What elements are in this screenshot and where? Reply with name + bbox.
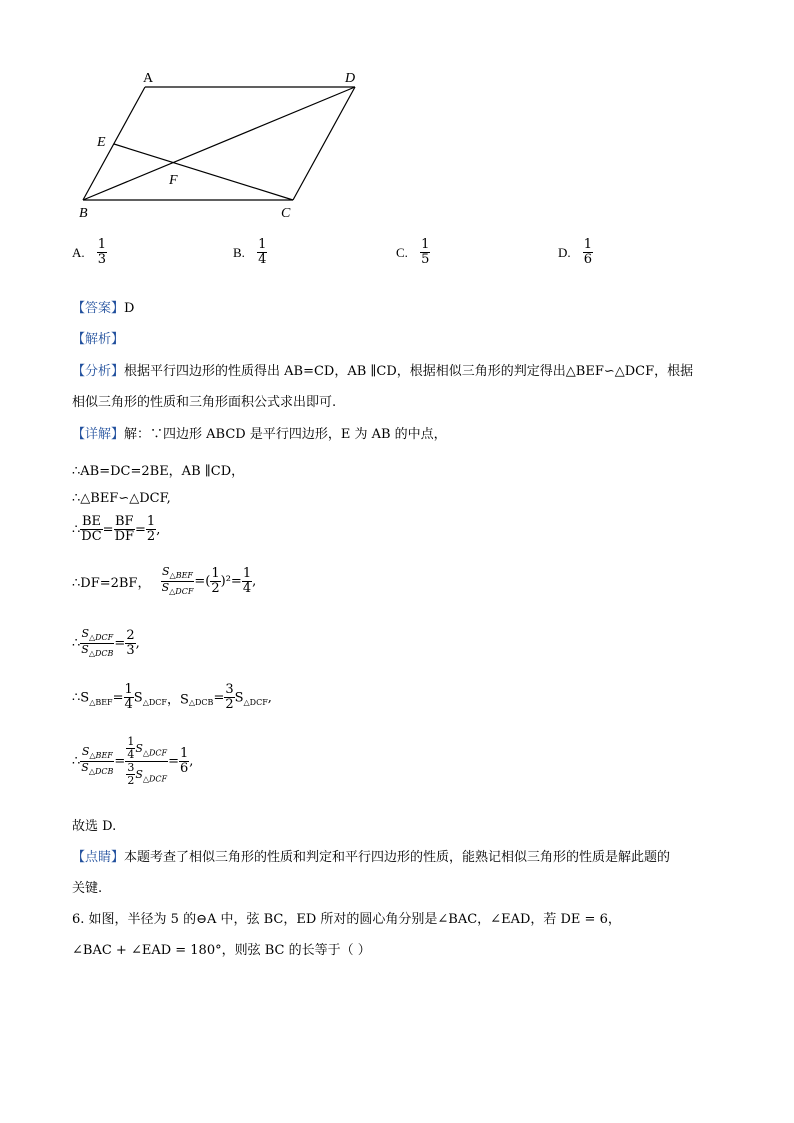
side-ab	[83, 87, 145, 200]
answer-value: D	[124, 301, 135, 316]
question-6-line-2: ∠BAC + ∠EAD = 180°，则弦 BC 的长等于（ ）	[72, 943, 371, 958]
point-label-f: F	[169, 173, 178, 188]
point-label-e: E	[97, 135, 106, 150]
segment-ec	[114, 144, 293, 200]
xiangjie-line-4: ∴ $\frac{BE}{DC}$ = $\frac{BF}{DF}$ = $\frac{1}{2}$ ,	[72, 514, 161, 545]
side-cd	[293, 87, 355, 200]
diagonal-bd	[83, 87, 355, 200]
xiangjie-line-8: ∴ $\frac{S_{\triangle BEF}}{S_{\triangle DCB}}$ = $\frac{1}{4}$ $S_{\triangle DCF}$ $\frac{3}{2}$ $S_{\triangle DCF}$ = $\frac{1}{6}$ ,	[72, 735, 194, 788]
option-d: D. $\frac{1}{6}$	[558, 237, 593, 268]
conclusion: 故选 D.	[72, 819, 117, 834]
parallelogram-figure	[0, 0, 400, 230]
xiangjie-line-5: ∴DF=2BF， $\frac{S_{\triangle BEF}}{S_{\triangle DCF}}$ =( $\frac{1}{2}$ )²= $\frac{1}{4}$ ,	[72, 565, 257, 597]
point-label-d: D	[345, 71, 356, 86]
point-label-b: B	[79, 206, 88, 221]
xiangjie-line-7: $\therefore S_{\triangle BEF}=$ $\frac{1}{4}$ $S_{\triangle DCF}$，$S_{\triangle DCB}=$ $\frac{3}{2}$ $S_{\triangle DCF}$,	[72, 682, 272, 713]
fenxi-line-1: 【分析】根据平行四边形的性质得出 AB=CD，AB ∥CD，根据相似三角形的判定得出△BEF∽△DCF，根据	[72, 364, 694, 379]
fenxi-line-2: 相似三角形的性质和三角形面积公式求出即可.	[72, 395, 337, 410]
xiangjie-line-6: ∴ $\frac{S_{\triangle DCF}}{S_{\triangle DCB}}$ = $\frac{2}{3}$ ,	[72, 627, 140, 659]
dianjing-line-2: 关键.	[72, 881, 103, 896]
option-b: B. $\frac{1}{4}$	[233, 237, 267, 268]
answer-line	[72, 297, 134, 316]
jiexi-tag: 【解析】	[72, 332, 125, 347]
point-label-c: C	[281, 206, 291, 221]
xiangjie-line-3: ∴△BEF∽△DCF,	[72, 491, 171, 506]
dianjing-line-1: 【点睛】本题考查了相似三角形的性质和判定和平行四边形的性质，能熟记相似三角形的性质是解此题的	[72, 850, 671, 865]
option-c: C. $\frac{1}{5}$	[396, 237, 430, 268]
point-label-a: A	[143, 71, 154, 86]
xiangjie-line-2: ∴AB=DC=2BE，AB ∥CD，	[72, 464, 245, 479]
xiangjie-line-1: 【详解】解：∵四边形 ABCD 是平行四边形，E 为 AB 的中点，	[72, 427, 447, 442]
answer-tag: 【答案】	[72, 301, 125, 316]
option-a: A. $\frac{1}{3}$	[72, 237, 107, 268]
question-6-line-1: 6. 如图，半径为 5 的⊖A 中，弦 BC，ED 所对的圆心角分别是∠BAC，∠EAD，若 DE = 6，	[72, 912, 621, 927]
